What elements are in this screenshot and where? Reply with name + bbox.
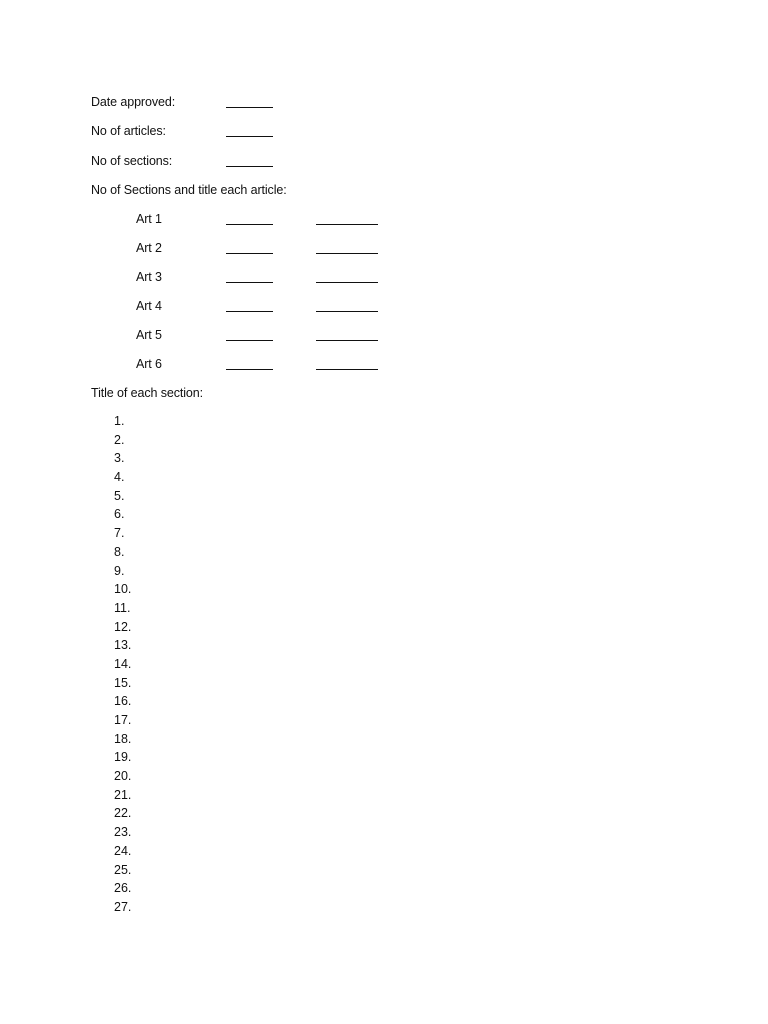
list-item — [0, 880, 768, 899]
list-item-number: 15. — [114, 675, 132, 690]
list-item-number: 22. — [114, 806, 132, 821]
list-item-number: 25. — [114, 862, 132, 877]
no-of-articles-blank — [226, 136, 273, 137]
list-item — [0, 581, 768, 600]
list-item — [0, 862, 768, 881]
list-item-number: 23. — [114, 825, 132, 840]
no-of-sections-row — [0, 153, 768, 171]
list-item — [0, 675, 768, 694]
article-label: Art 4 — [136, 299, 162, 313]
list-item-number: 9. — [114, 563, 125, 578]
no-of-sections-blank — [226, 166, 273, 167]
article-row-1 — [0, 211, 768, 229]
article-sections-blank — [226, 311, 273, 312]
section-number-list — [0, 413, 768, 918]
article-row-4 — [0, 298, 768, 316]
article-title-blank — [316, 369, 378, 370]
date-approved-row — [0, 94, 768, 112]
article-row-6 — [0, 356, 768, 374]
article-label: Art 2 — [136, 241, 162, 255]
article-title-blank — [316, 253, 378, 254]
list-item-number: 1. — [114, 414, 125, 428]
article-sections-blank — [226, 340, 273, 341]
sections-heading: Title of each section: — [91, 386, 203, 400]
article-sections-blank — [226, 224, 273, 225]
list-item — [0, 413, 768, 432]
list-item-number: 17. — [114, 713, 132, 727]
list-item — [0, 843, 768, 862]
list-item — [0, 450, 768, 469]
article-title-blank — [316, 340, 378, 341]
article-label: Art 5 — [136, 328, 162, 342]
list-item-number: 10. — [114, 582, 132, 597]
list-item-number: 26. — [114, 881, 132, 896]
list-item — [0, 619, 768, 638]
list-item — [0, 432, 768, 451]
no-of-articles-row — [0, 123, 768, 141]
article-sections-blank — [226, 369, 273, 370]
list-item — [0, 544, 768, 563]
list-item — [0, 824, 768, 843]
list-item-number: 18. — [114, 731, 132, 746]
list-item — [0, 805, 768, 824]
date-approved-label: Date approved: — [91, 95, 176, 109]
list-item — [0, 600, 768, 619]
list-item — [0, 899, 768, 918]
list-item-number: 13. — [114, 638, 132, 653]
list-item — [0, 787, 768, 806]
article-row-5 — [0, 327, 768, 345]
article-title-blank — [316, 282, 378, 283]
list-item-number: 24. — [114, 843, 132, 858]
article-sections-blank — [226, 253, 273, 254]
list-item-number: 20. — [114, 769, 132, 784]
list-item-number: 21. — [114, 787, 132, 802]
list-item-number: 14. — [114, 656, 132, 671]
list-item — [0, 525, 768, 544]
list-item — [0, 768, 768, 787]
article-row-2 — [0, 240, 768, 258]
list-item-number: 4. — [114, 470, 125, 485]
list-item — [0, 563, 768, 582]
no-of-articles-label: No of articles: — [91, 124, 166, 138]
list-item — [0, 693, 768, 712]
article-label: Art 6 — [136, 357, 162, 371]
list-item — [0, 488, 768, 507]
articles-heading: No of Sections and title each article: — [91, 183, 287, 197]
list-item — [0, 506, 768, 525]
list-item — [0, 749, 768, 768]
list-item — [0, 731, 768, 750]
article-label: Art 1 — [136, 212, 162, 226]
list-item-number: 7. — [114, 526, 125, 541]
article-label: Art 3 — [136, 270, 162, 284]
list-item-number: 6. — [114, 507, 125, 522]
article-title-blank — [316, 224, 378, 225]
list-item-number: 3. — [114, 451, 125, 466]
list-item-number: 16. — [114, 694, 132, 709]
list-item — [0, 637, 768, 656]
list-item-number: 27. — [114, 899, 132, 914]
date-approved-blank — [226, 107, 273, 108]
list-item-number: 2. — [114, 432, 125, 447]
article-row-3 — [0, 269, 768, 287]
list-item — [0, 712, 768, 731]
article-title-blank — [316, 311, 378, 312]
article-sections-blank — [226, 282, 273, 283]
list-item-number: 11. — [114, 600, 131, 615]
list-item — [0, 469, 768, 488]
list-item-number: 19. — [114, 750, 132, 765]
list-item-number: 12. — [114, 619, 132, 634]
no-of-sections-label: No of sections: — [91, 154, 173, 168]
list-item — [0, 656, 768, 675]
list-item-number: 5. — [114, 488, 125, 503]
list-item-number: 8. — [114, 544, 125, 559]
